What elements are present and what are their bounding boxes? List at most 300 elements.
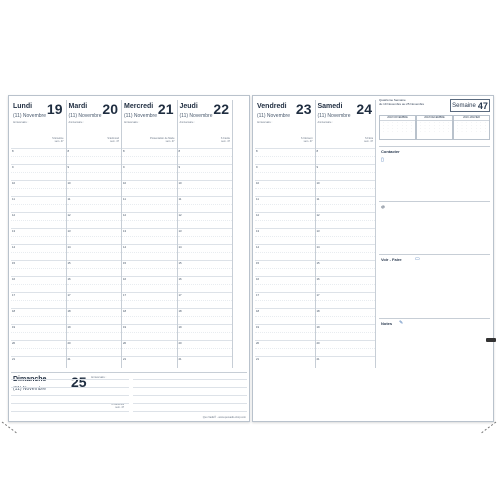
hour-line[interactable] — [11, 228, 66, 229]
hour-line[interactable] — [67, 268, 122, 269]
mini-calendar-day: · — [438, 125, 440, 127]
hour-line[interactable] — [11, 348, 66, 349]
hour-line[interactable] — [316, 300, 376, 301]
saint-line: S Edmond — [107, 137, 119, 140]
hour-line[interactable] — [178, 196, 233, 197]
hour-label: 20 — [123, 341, 127, 345]
saint-of-day — [107, 137, 119, 143]
mini-calendar-day: · — [448, 131, 450, 133]
mini-calendar-day: · — [466, 125, 468, 127]
mini-calendar-day: · — [471, 125, 472, 127]
hour-line[interactable] — [122, 148, 177, 149]
mini-calendar-day: · — [466, 122, 468, 124]
hour-line[interactable] — [11, 220, 66, 221]
hour-label: 8 — [256, 149, 258, 153]
side-section-1[interactable] — [379, 146, 490, 202]
hour-line[interactable] — [67, 196, 122, 197]
hour-line[interactable] — [122, 164, 177, 165]
hour-line[interactable] — [178, 156, 233, 157]
hour-line[interactable] — [11, 196, 66, 197]
hour-line[interactable] — [122, 316, 177, 317]
sunday-line[interactable] — [11, 403, 129, 404]
hour-line[interactable] — [67, 212, 122, 213]
side-section-3[interactable] — [379, 254, 490, 319]
week-number-box — [450, 99, 490, 112]
hour-line[interactable] — [255, 268, 315, 269]
day-name: Jeudi — [179, 103, 198, 110]
hour-line[interactable] — [178, 340, 233, 341]
hour-line[interactable] — [316, 236, 376, 237]
hour-line[interactable] — [316, 316, 376, 317]
saint-line: S Emeline — [52, 137, 64, 140]
hour-line[interactable] — [178, 212, 233, 213]
mini-calendar-day: · — [448, 125, 450, 127]
hour-label: 10 — [12, 181, 16, 185]
hour-line[interactable] — [67, 300, 122, 301]
hour-line[interactable] — [316, 156, 376, 157]
mini-calendar-day: · — [461, 128, 463, 130]
mini-calendar-day: · — [382, 125, 384, 127]
hour-line[interactable] — [11, 316, 66, 317]
hour-line[interactable] — [255, 252, 315, 253]
hour-label: 19 — [178, 325, 182, 329]
sunday-line-right[interactable] — [133, 387, 247, 388]
day-column — [122, 100, 178, 368]
hour-line[interactable] — [11, 284, 66, 285]
hour-line[interactable] — [122, 180, 177, 181]
week-title-line: Quatrième Semaine — [379, 98, 406, 102]
hour-label: 15 — [256, 261, 260, 265]
hour-label: 9 — [256, 165, 258, 169]
week-range: du 19 Novembre au 25 Novembre — [379, 102, 425, 106]
hour-line[interactable] — [11, 276, 66, 277]
hour-label: 14 — [178, 245, 182, 249]
mini-calendar-day: · — [434, 128, 435, 130]
saint-line: sem. 47 — [364, 140, 373, 143]
sunday-line[interactable] — [11, 395, 129, 396]
hour-line[interactable] — [316, 356, 376, 357]
side-section-2[interactable] — [379, 201, 490, 255]
hour-line[interactable] — [316, 212, 376, 213]
hour-label: 12 — [123, 213, 127, 217]
hour-label: 21 — [67, 357, 71, 361]
saint-line: sem. 47 — [110, 140, 119, 143]
saint-line: sem. 47 — [165, 140, 175, 143]
hour-line[interactable] — [255, 332, 315, 333]
hour-line[interactable] — [316, 172, 376, 173]
hour-line[interactable] — [178, 180, 233, 181]
mini-calendar-day: · — [406, 122, 408, 124]
hour-line[interactable] — [178, 316, 233, 317]
hour-line[interactable] — [67, 172, 122, 173]
mini-calendar-day: · — [485, 122, 487, 124]
sunday-line-right[interactable] — [133, 411, 247, 412]
hour-line[interactable] — [178, 236, 233, 237]
hour-line[interactable] — [122, 212, 177, 213]
hour-line[interactable] — [178, 260, 233, 261]
hour-label: 13 — [67, 229, 71, 233]
hour-line[interactable] — [67, 252, 122, 253]
hour-label: 13 — [256, 229, 260, 233]
hour-line[interactable] — [255, 180, 315, 181]
hour-line[interactable] — [316, 284, 376, 285]
hour-line[interactable] — [316, 204, 376, 205]
hour-line[interactable] — [122, 292, 177, 293]
hour-line[interactable] — [255, 316, 315, 317]
hour-label: 8 — [123, 149, 125, 153]
hour-line[interactable] — [122, 220, 177, 221]
hour-line[interactable] — [11, 244, 66, 245]
hour-line[interactable] — [67, 180, 122, 181]
side-section-4[interactable] — [379, 318, 490, 349]
hour-label: 21 — [316, 357, 320, 361]
mini-calendar-day: · — [434, 125, 435, 127]
hour-label: 17 — [67, 293, 71, 297]
mini-calendar-day: · — [461, 122, 463, 124]
hour-line[interactable] — [255, 212, 315, 213]
side-section-label: Voir - Faire — [381, 257, 402, 262]
credit-line: Quo Vadis® - www.quovadis-shop.com — [202, 416, 246, 419]
hour-line[interactable] — [178, 252, 233, 253]
hour-line[interactable] — [316, 340, 376, 341]
hour-line[interactable] — [122, 188, 177, 189]
hour-line[interactable] — [178, 268, 233, 269]
hour-line[interactable] — [11, 260, 66, 261]
hour-line[interactable] — [11, 356, 66, 357]
mini-calendar-day: · — [438, 122, 440, 124]
hour-line[interactable] — [178, 308, 233, 309]
hour-line[interactable] — [11, 172, 66, 173]
hour-line[interactable] — [255, 276, 315, 277]
hour-line[interactable] — [11, 204, 66, 205]
sunday-line[interactable] — [11, 411, 129, 412]
hour-line[interactable] — [11, 268, 66, 269]
hour-line[interactable] — [67, 324, 122, 325]
hour-line[interactable] — [67, 236, 122, 237]
mini-calendar-title: 2018 NOVEMBRE — [380, 116, 415, 121]
side-section-label: @ — [381, 204, 385, 209]
hour-line[interactable] — [67, 308, 122, 309]
hour-line[interactable] — [178, 300, 233, 301]
hour-line[interactable] — [67, 220, 122, 221]
hour-label: 15 — [316, 261, 320, 265]
hour-label: 10 — [67, 181, 71, 185]
day-name: Lundi — [13, 103, 33, 110]
hour-line[interactable] — [67, 316, 122, 317]
mini-calendar-day: · — [411, 131, 413, 133]
hour-line[interactable] — [178, 356, 233, 357]
hour-label: 21 — [123, 357, 127, 361]
hour-line[interactable] — [178, 284, 233, 285]
day-name: Dimanche — [13, 376, 47, 383]
hour-line[interactable] — [255, 348, 315, 349]
hour-line[interactable] — [122, 196, 177, 197]
mini-calendar-day: · — [401, 122, 403, 124]
hour-line[interactable] — [11, 156, 66, 157]
hour-line[interactable] — [316, 180, 376, 181]
left-page — [8, 95, 250, 422]
hour-line[interactable] — [67, 148, 122, 149]
hour-line[interactable] — [316, 196, 376, 197]
hour-line[interactable] — [11, 148, 66, 149]
mini-calendar-day: · — [411, 122, 413, 124]
day-month: (11) Novembre — [257, 113, 290, 119]
mini-calendar-day: · — [382, 128, 384, 130]
hour-line[interactable] — [178, 332, 233, 333]
mini-calendar-day: · — [438, 131, 440, 133]
mini-calendar-day: · — [406, 125, 408, 127]
anniversary-label: Anniversaire : — [68, 121, 84, 124]
hour-label: 8 — [12, 149, 14, 153]
mini-calendar-day: · — [387, 125, 389, 127]
hour-line[interactable] — [11, 252, 66, 253]
saint-line: sem. 47 — [115, 406, 125, 409]
hour-line[interactable] — [178, 204, 233, 205]
hour-line[interactable] — [11, 300, 66, 301]
hour-line[interactable] — [316, 148, 376, 149]
hour-line[interactable] — [255, 220, 315, 221]
hour-line[interactable] — [67, 340, 122, 341]
hour-line[interactable] — [316, 292, 376, 293]
hour-line[interactable] — [67, 348, 122, 349]
hour-label: 14 — [123, 245, 127, 249]
mini-calendar-day: · — [424, 131, 426, 133]
mini-calendar-day: · — [429, 122, 431, 124]
hour-line[interactable] — [11, 180, 66, 181]
mini-calendar-day: · — [466, 128, 468, 130]
hour-line[interactable] — [255, 164, 315, 165]
hour-line[interactable] — [255, 284, 315, 285]
hour-line[interactable] — [11, 332, 66, 333]
hour-line[interactable] — [316, 220, 376, 221]
hour-line[interactable] — [11, 236, 66, 237]
saint-of-day — [301, 137, 313, 143]
hour-line[interactable] — [178, 324, 233, 325]
sunday-line-right[interactable] — [133, 379, 247, 380]
hour-line[interactable] — [255, 292, 315, 293]
mini-calendar-day: · — [387, 122, 389, 124]
hour-line[interactable] — [178, 244, 233, 245]
hour-line[interactable] — [255, 188, 315, 189]
hour-label: 11 — [67, 197, 71, 201]
hour-label: 10 — [178, 181, 182, 185]
hour-line[interactable] — [316, 164, 376, 165]
hour-label: 20 — [256, 341, 260, 345]
mini-calendar-day: · — [419, 128, 421, 130]
hour-line[interactable] — [122, 324, 177, 325]
hour-line[interactable] — [316, 276, 376, 277]
day-number: 25 — [71, 374, 87, 390]
mini-calendar-day: · — [456, 128, 458, 130]
hour-label: 17 — [12, 293, 16, 297]
mini-calendar-day: · — [456, 122, 458, 124]
hour-line[interactable] — [316, 268, 376, 269]
hour-line[interactable] — [178, 348, 233, 349]
hour-label: 11 — [123, 197, 126, 201]
day-number: 21 — [157, 101, 174, 117]
hour-line[interactable] — [67, 244, 122, 245]
hour-line[interactable] — [316, 348, 376, 349]
day-name: Samedi — [317, 103, 343, 110]
day-name: Vendredi — [257, 103, 287, 110]
saint-line: sem. 47 — [303, 140, 313, 143]
hour-line[interactable] — [67, 228, 122, 229]
hour-line[interactable] — [255, 308, 315, 309]
hour-label: 21 — [256, 357, 260, 361]
hour-line[interactable] — [11, 212, 66, 213]
day-month: (11) Novembre — [317, 113, 351, 119]
hour-line[interactable] — [316, 324, 376, 325]
mini-calendar-day: · — [434, 122, 435, 124]
hour-label: 17 — [256, 293, 260, 297]
day-number: 22 — [213, 101, 229, 117]
hour-line[interactable] — [316, 308, 376, 309]
mini-calendar-title: 2018 DECEMBRE — [417, 116, 452, 121]
hour-line[interactable] — [122, 204, 177, 205]
hour-line[interactable] — [255, 340, 315, 341]
hour-line[interactable] — [255, 324, 315, 325]
hour-label: 18 — [256, 309, 260, 313]
hour-label: 16 — [67, 277, 71, 281]
hour-line[interactable] — [178, 220, 233, 221]
hour-line[interactable] — [255, 196, 315, 197]
hour-line[interactable] — [316, 252, 376, 253]
mini-calendar-day: · — [480, 122, 482, 124]
hour-line[interactable] — [122, 172, 177, 173]
mini-calendar-day: · — [475, 125, 477, 127]
hour-line[interactable] — [67, 284, 122, 285]
mini-calendar-day: · — [480, 131, 482, 133]
hour-label: 9 — [67, 165, 70, 169]
anniversary-label: Anniversaire : — [91, 376, 107, 379]
hour-line[interactable] — [122, 268, 177, 269]
mini-calendar-day: · — [382, 131, 384, 133]
hour-label: 16 — [178, 277, 182, 281]
hour-line[interactable] — [122, 244, 177, 245]
hour-line[interactable] — [122, 356, 177, 357]
hour-label: 10 — [256, 181, 260, 185]
hour-label: 12 — [316, 213, 320, 217]
hour-line[interactable] — [11, 164, 66, 165]
hour-line[interactable] — [11, 308, 66, 309]
week-number: 47 — [477, 100, 488, 111]
hour-line[interactable] — [67, 276, 122, 277]
hour-line[interactable] — [178, 228, 233, 229]
hour-label: 11 — [178, 197, 182, 201]
hour-line[interactable] — [178, 292, 233, 293]
mini-calendar-day: · — [475, 131, 477, 133]
hour-label: 20 — [316, 341, 320, 345]
hour-label: 13 — [12, 229, 16, 233]
hour-line[interactable] — [178, 172, 233, 173]
hour-line[interactable] — [255, 236, 315, 237]
hour-line[interactable] — [67, 164, 122, 165]
hour-line[interactable] — [122, 252, 177, 253]
day-column — [316, 100, 377, 368]
hour-line[interactable] — [122, 348, 177, 349]
mini-calendar-grid — [454, 121, 489, 135]
hour-line[interactable] — [316, 244, 376, 245]
hour-line[interactable] — [316, 332, 376, 333]
hour-line[interactable] — [122, 260, 177, 261]
hour-line[interactable] — [122, 236, 177, 237]
hour-line[interactable] — [316, 260, 376, 261]
hour-line[interactable] — [122, 340, 177, 341]
hour-line[interactable] — [255, 244, 315, 245]
sunday-line[interactable] — [11, 387, 129, 388]
hour-line[interactable] — [255, 300, 315, 301]
hour-line[interactable] — [11, 188, 66, 189]
phone-icon: ▯ — [381, 157, 384, 163]
hour-label: 9 — [178, 165, 181, 169]
hour-line[interactable] — [178, 276, 233, 277]
hour-line[interactable] — [122, 300, 177, 301]
hour-line[interactable] — [122, 308, 177, 309]
hour-label: 19 — [256, 325, 260, 329]
saint-line: S Flora — [364, 137, 373, 140]
hour-label: 15 — [12, 261, 16, 265]
sunday-line[interactable] — [11, 379, 129, 380]
hour-line[interactable] — [122, 276, 177, 277]
mini-calendar-day: · — [438, 128, 440, 130]
mini-calendar-day: · — [392, 128, 394, 130]
hour-line[interactable] — [178, 188, 233, 189]
page-tab-marker — [486, 338, 496, 342]
mini-calendar-day: · — [397, 131, 398, 133]
hour-line[interactable] — [255, 260, 315, 261]
hour-line[interactable] — [255, 148, 315, 149]
hour-line[interactable] — [255, 356, 315, 357]
mini-calendar-day: · — [411, 128, 413, 130]
hour-line[interactable] — [255, 172, 315, 173]
hour-line[interactable] — [122, 228, 177, 229]
hour-label: 16 — [123, 277, 127, 281]
hour-line[interactable] — [122, 156, 177, 157]
mini-calendar-day: · — [387, 128, 389, 130]
hour-line[interactable] — [67, 204, 122, 205]
hour-label: 15 — [123, 261, 127, 265]
hour-line[interactable] — [255, 204, 315, 205]
hour-line[interactable] — [255, 156, 315, 157]
anniversary-label: Anniversaire : — [317, 121, 333, 124]
hour-line[interactable] — [67, 292, 122, 293]
hour-line[interactable] — [67, 260, 122, 261]
hour-line[interactable] — [11, 324, 66, 325]
sunday-line-right[interactable] — [133, 395, 247, 396]
side-section-label: Notes — [381, 321, 393, 326]
hour-label: 21 — [178, 357, 182, 361]
hour-line[interactable] — [67, 188, 122, 189]
sunday-line-right[interactable] — [133, 403, 247, 404]
mini-calendar-day: · — [456, 131, 458, 133]
hour-line[interactable] — [11, 292, 66, 293]
hour-line[interactable] — [316, 188, 376, 189]
hour-label: 17 — [123, 293, 127, 297]
hour-line[interactable] — [178, 164, 233, 165]
hour-line[interactable] — [67, 356, 122, 357]
hour-line[interactable] — [178, 148, 233, 149]
day-month: (11) Novembre — [124, 113, 157, 119]
hour-line[interactable] — [11, 340, 66, 341]
mini-calendar-day: · — [424, 128, 426, 130]
hour-label: 9 — [123, 165, 125, 169]
hour-line[interactable] — [316, 228, 376, 229]
hour-line[interactable] — [122, 332, 177, 333]
hour-line[interactable] — [67, 156, 122, 157]
hour-line[interactable] — [122, 284, 177, 285]
hour-line[interactable] — [255, 228, 315, 229]
hour-line[interactable] — [67, 332, 122, 333]
